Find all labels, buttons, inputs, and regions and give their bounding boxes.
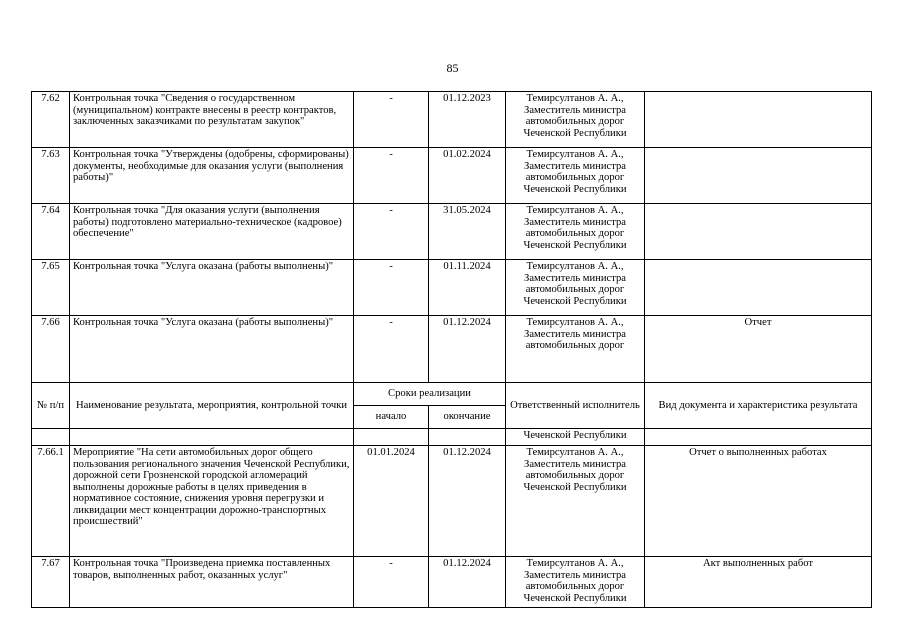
- row-name: Контрольная точка "Услуга оказана (работы выполнены)": [70, 260, 354, 316]
- table-row: [32, 260, 872, 316]
- continuation-cell: [70, 429, 354, 446]
- responsible-line: автомобильных дорог: [525, 470, 625, 481]
- header-responsible: Ответственный исполнитель: [506, 383, 645, 429]
- responsible-line: Заместитель министра: [524, 458, 626, 470]
- responsible-line: автомобильных дорог: [525, 581, 625, 592]
- row-name: Мероприятие "На сети автомобильных дорог общего пользования регионального значения Чеченской Республики, дорожной сети Грозненской городской агломераций выполнены дорожные работы в целях приведения в нормативное состояние, снижения уровня перегрузки и ликвидации мест концентрации дорожно-транспортных происшествий": [70, 446, 354, 557]
- row-start: -: [354, 204, 429, 260]
- header-name: Наименование результата, мероприятия, контрольной точки: [70, 383, 354, 429]
- table-row: [32, 446, 872, 557]
- table-header: [32, 383, 872, 446]
- row-responsible: [506, 92, 645, 148]
- row-number: 7.67: [32, 557, 70, 608]
- table-row: [32, 92, 872, 148]
- row-name: Контрольная точка "Сведения о государственном (муниципальном) контракте внесены в реестр контрактов, заключенных заказчиками по результатам закупок": [70, 92, 354, 148]
- row-responsible: [506, 446, 645, 557]
- responsible-line: Темирсултанов А. А.,: [526, 205, 624, 216]
- row-document: [645, 92, 872, 148]
- row-number: 7.64: [32, 204, 70, 260]
- row-start: -: [354, 260, 429, 316]
- results-table: [31, 91, 872, 608]
- header-start: начало: [354, 406, 429, 429]
- row-number: 7.66.1: [32, 446, 70, 557]
- responsible-line: Чеченской Республики: [523, 481, 627, 493]
- table-body-top: [32, 92, 872, 383]
- responsible-line: Чеченской Республики: [523, 239, 627, 251]
- header-num: № п/п: [32, 383, 70, 429]
- responsible-line: автомобильных дорог: [525, 340, 625, 351]
- row-number: 7.62: [32, 92, 70, 148]
- responsible-line: Темирсултанов А. А.,: [526, 317, 624, 328]
- row-end: 01.12.2024: [429, 446, 506, 557]
- continuation-cell: [354, 429, 429, 446]
- row-document: Отчет: [645, 316, 872, 383]
- row-responsible: [506, 316, 645, 383]
- row-number: 7.65: [32, 260, 70, 316]
- row-start: -: [354, 148, 429, 204]
- responsible-line: Заместитель министра: [524, 216, 626, 228]
- table-row: [32, 316, 872, 383]
- row-name: Контрольная точка "Для оказания услуги (выполнения работы) подготовлено материально-техническое (кадровое) обеспечение": [70, 204, 354, 260]
- continuation-responsible: Чеченской Республики: [506, 429, 645, 446]
- row-name: Контрольная точка "Утверждены (одобрены, сформированы) документы, необходимые для оказания услуги (выполнения работы)": [70, 148, 354, 204]
- responsible-line: Чеченской Республики: [523, 592, 627, 604]
- row-document: [645, 260, 872, 316]
- row-end: 01.12.2023: [429, 92, 506, 148]
- row-document: [645, 204, 872, 260]
- header-terms: Сроки реализации: [354, 383, 506, 406]
- row-responsible: [506, 260, 645, 316]
- header-row: [32, 383, 872, 406]
- responsible-line: Темирсултанов А. А.,: [526, 149, 624, 160]
- row-document: Акт выполненных работ: [645, 557, 872, 608]
- row-number: 7.63: [32, 148, 70, 204]
- row-end: 01.11.2024: [429, 260, 506, 316]
- responsible-line: Заместитель министра: [524, 160, 626, 172]
- responsible-line: автомобильных дорог: [525, 284, 625, 295]
- continuation-cell: [429, 429, 506, 446]
- row-number: 7.66: [32, 316, 70, 383]
- row-end: 01.12.2024: [429, 316, 506, 383]
- responsible-line: автомобильных дорог: [525, 172, 625, 183]
- continuation-cell: [32, 429, 70, 446]
- responsible-line: Чеченской Республики: [523, 183, 627, 195]
- table-row: [32, 557, 872, 608]
- row-end: 01.12.2024: [429, 557, 506, 608]
- row-name: Контрольная точка "Услуга оказана (работы выполнены)": [70, 316, 354, 383]
- responsible-line: Темирсултанов А. А.,: [526, 261, 624, 272]
- responsible-line: Заместитель министра: [524, 104, 626, 116]
- responsible-line: автомобильных дорог: [525, 228, 625, 239]
- row-responsible: [506, 557, 645, 608]
- responsible-line: Темирсултанов А. А.,: [526, 93, 624, 104]
- row-responsible: [506, 148, 645, 204]
- table-body-bottom: [32, 446, 872, 608]
- responsible-line: Заместитель министра: [524, 272, 626, 284]
- continuation-cell: [645, 429, 872, 446]
- responsible-line: Темирсултанов А. А.,: [526, 447, 624, 458]
- row-end: 01.02.2024: [429, 148, 506, 204]
- responsible-line: Чеченской Республики: [523, 127, 627, 139]
- header-doc: Вид документа и характеристика результата: [645, 383, 872, 429]
- responsible-line: Темирсултанов А. А.,: [526, 558, 624, 569]
- row-start: -: [354, 557, 429, 608]
- row-start: -: [354, 316, 429, 383]
- row-start: 01.01.2024: [354, 446, 429, 557]
- table-row: [32, 204, 872, 260]
- row-name: Контрольная точка "Произведена приемка поставленных товаров, выполненных работ, оказанных услуг": [70, 557, 354, 608]
- row-document: Отчет о выполненных работах: [645, 446, 872, 557]
- row-document: [645, 148, 872, 204]
- responsible-line: Заместитель министра: [524, 328, 626, 340]
- responsible-line: Чеченской Республики: [523, 295, 627, 307]
- table-row: [32, 148, 872, 204]
- page-number: 85: [446, 61, 459, 75]
- responsible-line: автомобильных дорог: [525, 116, 625, 127]
- row-end: 31.05.2024: [429, 204, 506, 260]
- continuation-row: [32, 429, 872, 446]
- responsible-line: Заместитель министра: [524, 569, 626, 581]
- row-responsible: [506, 204, 645, 260]
- row-start: -: [354, 92, 429, 148]
- header-end: окончание: [429, 406, 506, 429]
